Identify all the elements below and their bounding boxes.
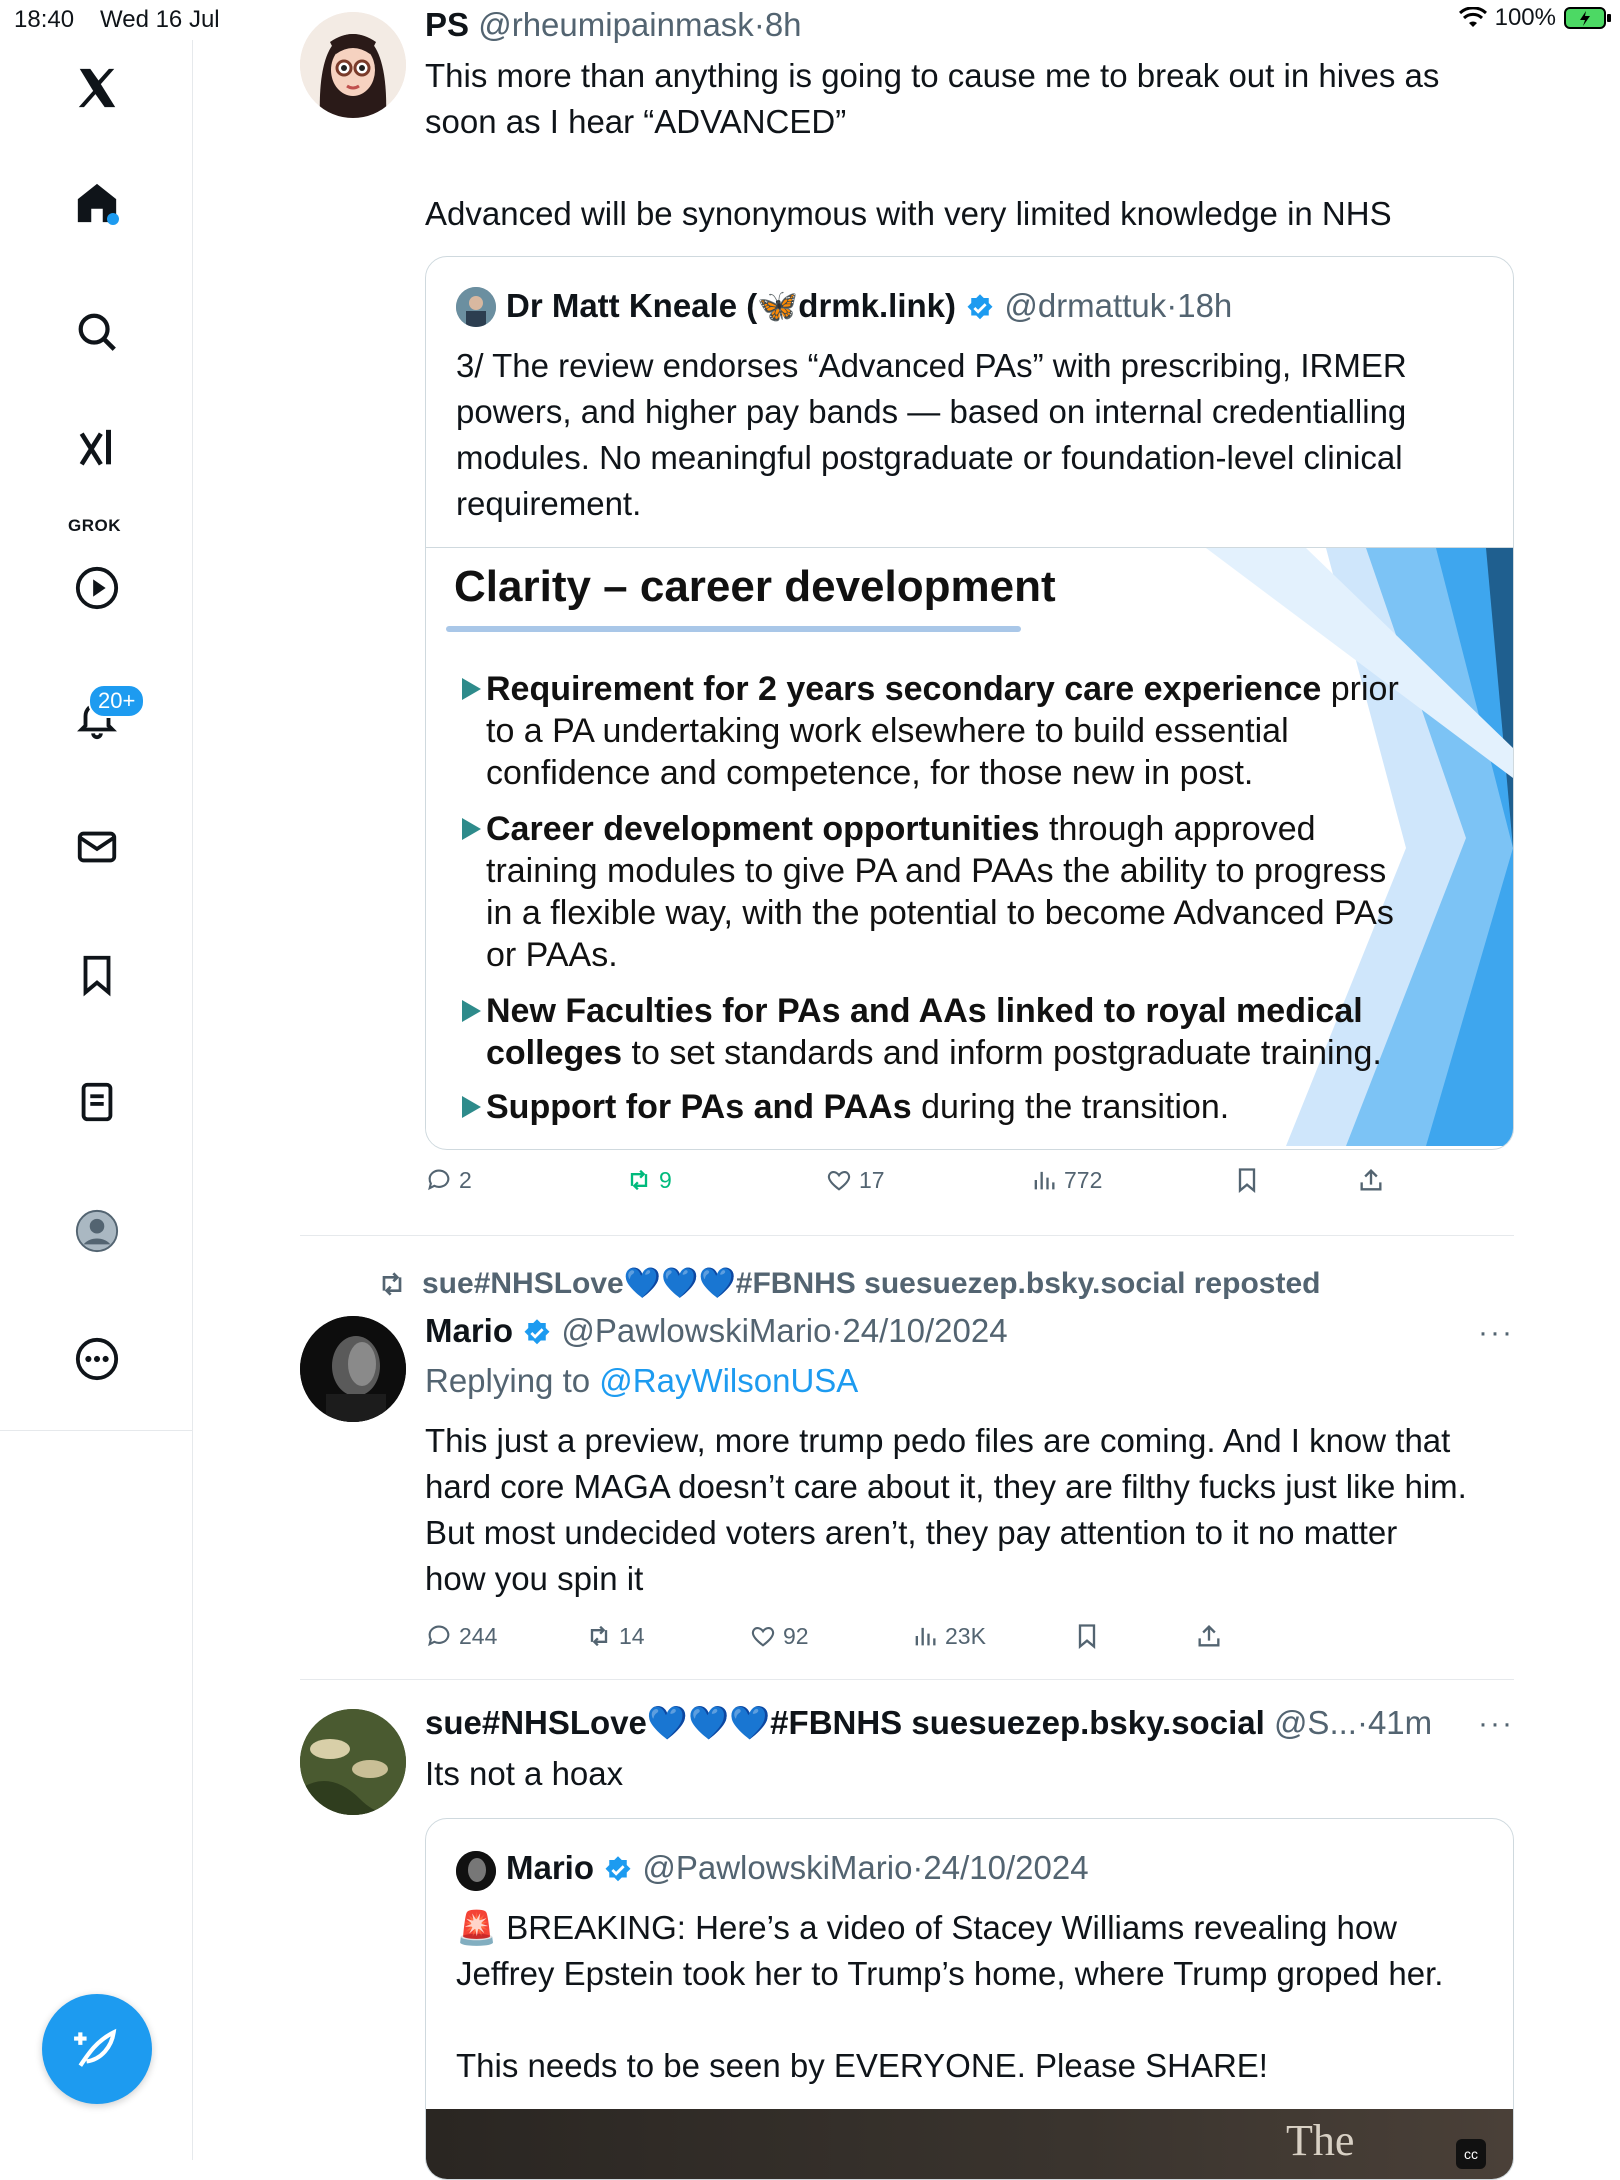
tweet3-quote-card[interactable] bbox=[425, 1818, 1514, 2180]
sidebar bbox=[0, 40, 193, 1431]
grok-icon[interactable] bbox=[71, 423, 123, 475]
reply-button[interactable] bbox=[425, 1166, 472, 1194]
quote2-sep: · bbox=[912, 1849, 924, 1886]
quote2-time: 24/10/2024 bbox=[923, 1849, 1089, 1886]
bookmark-icon[interactable] bbox=[71, 949, 123, 1001]
home-notification-dot bbox=[107, 213, 119, 225]
repost-button[interactable] bbox=[625, 1166, 672, 1194]
compose-feather-icon bbox=[72, 2024, 122, 2074]
share-button[interactable] bbox=[1357, 1166, 1385, 1194]
bookmark-icon bbox=[1233, 1166, 1261, 1194]
reply-count: 2 bbox=[459, 1166, 472, 1193]
tweet1-author-name[interactable]: PS bbox=[425, 6, 470, 43]
quote1-text-line: requirement. bbox=[456, 485, 642, 522]
slide-bullet-3 bbox=[462, 990, 1382, 1074]
slide-bullet-3-bold: New Faculties for PAs and AAs linked to royal medical bbox=[486, 992, 1363, 1030]
sidebar-divider bbox=[192, 1430, 193, 2160]
avatar-ps[interactable] bbox=[300, 12, 406, 118]
repost-icon bbox=[625, 1166, 653, 1194]
notification-badge: 20+ bbox=[88, 684, 145, 718]
share-icon bbox=[1357, 1166, 1385, 1194]
quote1-sep: · bbox=[1166, 287, 1178, 324]
slide-bullet-2-rest: through approved bbox=[1039, 810, 1316, 848]
quote1-handle: @drmattuk bbox=[1004, 287, 1167, 324]
tweet1-text-line1: This more than anything is going to cause me to break out in hives as bbox=[425, 57, 1440, 94]
like-button[interactable] bbox=[825, 1166, 885, 1194]
tweet1-text-line2: soon as I hear “ADVANCED” bbox=[425, 103, 847, 140]
reply-icon bbox=[425, 1622, 453, 1650]
quote1-text-line: 3/ The review endorses “Advanced PAs” with prescribing, IRMER bbox=[456, 347, 1407, 384]
play-icon[interactable] bbox=[71, 562, 123, 614]
share-icon bbox=[1195, 1622, 1223, 1650]
quote1-author-name: Dr Matt Kneale (🦋drmk.link) bbox=[506, 287, 956, 324]
avatar-sue[interactable] bbox=[300, 1709, 406, 1815]
tweet-divider bbox=[300, 1235, 1514, 1236]
reply-count: 244 bbox=[459, 1622, 498, 1649]
grok-label: GROK bbox=[68, 516, 121, 535]
tweet1-sep: · bbox=[753, 6, 765, 43]
slide-bullet-1-line: to a PA undertaking work elsewhere to build essential bbox=[486, 712, 1289, 750]
quote1-text-line: modules. No meaningful postgraduate or foundation-level clinical bbox=[456, 439, 1403, 476]
slide-bullet-1-line: confidence and competence, for those new in post. bbox=[486, 754, 1254, 792]
quote1-text bbox=[456, 343, 1407, 527]
compose-button[interactable] bbox=[42, 1994, 152, 2104]
bullet-arrow-icon bbox=[462, 1096, 481, 1118]
quote2-handle: @PawlowskiMario bbox=[642, 1849, 913, 1886]
captions-icon[interactable]: cc bbox=[1456, 2139, 1486, 2169]
tweet2-text-line: This just a preview, more trump pedo files are coming. And I know that bbox=[425, 1422, 1451, 1459]
replying-prefix: Replying to bbox=[425, 1362, 600, 1399]
slide-bullet-1-rest: prior bbox=[1321, 670, 1399, 708]
lists-icon[interactable] bbox=[71, 1076, 123, 1128]
quote1-text-line: powers, and higher pay bands — based on internal credentialling bbox=[456, 393, 1407, 430]
quote2-text-line: 🚨 BREAKING: Here’s a video of Stacey Williams revealing how bbox=[456, 1909, 1397, 1946]
quote2-avatar bbox=[456, 1851, 496, 1891]
tweet2-time[interactable]: 24/10/2024 bbox=[842, 1312, 1008, 1349]
slide-bullet-1 bbox=[462, 668, 1399, 794]
battery-icon bbox=[1564, 6, 1612, 30]
views-count: 23K bbox=[945, 1622, 986, 1649]
repost-button[interactable] bbox=[585, 1622, 645, 1650]
views-chart-icon bbox=[1030, 1166, 1058, 1194]
verified-badge-icon bbox=[522, 1318, 552, 1348]
slide-bullet-1-bold: Requirement for 2 years secondary care experience bbox=[486, 670, 1322, 708]
quote1-slide-image[interactable] bbox=[426, 547, 1513, 1146]
verified-badge-icon bbox=[603, 1855, 633, 1885]
tweet1-header bbox=[425, 6, 802, 44]
bookmark-icon bbox=[1073, 1622, 1101, 1650]
repost-count: 14 bbox=[619, 1622, 645, 1649]
tweet2-more-icon[interactable]: ··· bbox=[1478, 1316, 1514, 1349]
slide-bullet-2-bold: Career development opportunities bbox=[486, 810, 1040, 848]
quote2-video-preview[interactable] bbox=[426, 2109, 1513, 2179]
replying-to-link[interactable]: @RayWilsonUSA bbox=[599, 1362, 859, 1399]
bookmark-button[interactable] bbox=[1233, 1166, 1261, 1194]
quote2-author-name: Mario bbox=[506, 1849, 595, 1886]
slide-bullet-2-line: or PAAs. bbox=[486, 936, 618, 974]
bullet-arrow-icon bbox=[462, 678, 481, 700]
tweet2-text bbox=[425, 1418, 1467, 1602]
repost-icon bbox=[585, 1622, 613, 1650]
slide-title: Clarity – career development bbox=[454, 562, 1056, 611]
wifi-icon bbox=[1459, 7, 1487, 29]
quote1-header bbox=[506, 287, 1232, 326]
tweet1-handle[interactable]: @rheumipainmask bbox=[478, 6, 754, 43]
slide-bullet-2-line: in a flexible way, with the potential to become Advanced PAs bbox=[486, 894, 1394, 932]
more-options-icon[interactable] bbox=[71, 1333, 123, 1385]
bookmark-button[interactable] bbox=[1073, 1622, 1101, 1650]
views-chart-icon bbox=[911, 1622, 939, 1650]
repost-label: sue#NHSLove💙💙💙#FBNHS suesuezep.bsky.social reposted bbox=[422, 1267, 1321, 1300]
views-button[interactable] bbox=[1030, 1166, 1102, 1194]
slide-bullet-2-line: training modules to give PA and PAAs the ability to progress bbox=[486, 852, 1387, 890]
bullet-arrow-icon bbox=[462, 818, 481, 840]
tweet2-text-line: hard core MAGA doesn’t care about it, they are filthy fucks just like him. bbox=[425, 1468, 1467, 1505]
slide-title-underline bbox=[446, 626, 1021, 632]
tweet3-handle[interactable]: @S... bbox=[1273, 1704, 1357, 1741]
verified-badge-icon bbox=[965, 293, 995, 323]
slide-bullet-4-rest: during the transition. bbox=[911, 1088, 1230, 1126]
quote2-text-line: Jeffrey Epstein took her to Trump’s home, where Trump groped her. bbox=[456, 1955, 1444, 1992]
slide-bullet-4 bbox=[462, 1086, 1229, 1128]
avatar-mario[interactable] bbox=[300, 1316, 406, 1422]
like-count: 92 bbox=[783, 1622, 809, 1649]
quote2-header bbox=[506, 1849, 1089, 1887]
profile-avatar-icon[interactable] bbox=[71, 1205, 123, 1257]
repost-small-icon bbox=[376, 1268, 408, 1300]
tweet3-text: Its not a hoax bbox=[425, 1755, 624, 1792]
tweet1-text bbox=[425, 53, 1439, 237]
tweet2-sep: · bbox=[831, 1312, 843, 1349]
x-logo-icon[interactable] bbox=[71, 62, 123, 114]
quote1-avatar bbox=[456, 287, 496, 327]
mail-icon[interactable] bbox=[71, 821, 123, 873]
like-count: 17 bbox=[859, 1166, 885, 1193]
quote1-time: 18h bbox=[1177, 287, 1233, 324]
status-right bbox=[1459, 4, 1612, 32]
search-icon[interactable] bbox=[71, 306, 123, 358]
slide-bullet-2 bbox=[462, 808, 1394, 976]
tweet3-header bbox=[425, 1704, 1432, 1743]
tweet2-header bbox=[425, 1312, 1008, 1350]
tweet2-replying bbox=[425, 1362, 858, 1400]
tweet3-author-name[interactable]: sue#NHSLove💙💙💙#FBNHS suesuezep.bsky.social bbox=[425, 1704, 1265, 1741]
heart-icon bbox=[825, 1166, 853, 1194]
views-button[interactable] bbox=[911, 1622, 986, 1650]
repost-count: 9 bbox=[659, 1166, 672, 1193]
tweet2-actions bbox=[425, 1622, 1515, 1662]
reply-icon bbox=[425, 1166, 453, 1194]
status-bar bbox=[0, 0, 1620, 40]
tweet2-author-name[interactable]: Mario bbox=[425, 1312, 514, 1349]
battery-percent: 100% bbox=[1494, 4, 1556, 31]
slide-bullet-3-bold2: colleges bbox=[486, 1034, 623, 1072]
tweet1-text-line3: Advanced will be synonymous with very limited knowledge in NHS bbox=[425, 195, 1392, 232]
like-button[interactable] bbox=[749, 1622, 809, 1650]
bullet-arrow-icon bbox=[462, 1000, 481, 1022]
quote2-text-line: This needs to be seen by EVERYONE. Please SHARE! bbox=[456, 2047, 1268, 2084]
tweet2-text-line: But most undecided voters aren’t, they pay attention to it no matter bbox=[425, 1514, 1398, 1551]
tweet1-time[interactable]: 8h bbox=[764, 6, 802, 43]
repost-indicator[interactable] bbox=[376, 1266, 1320, 1301]
tweet2-text-line: how you spin it bbox=[425, 1560, 644, 1597]
reply-button[interactable] bbox=[425, 1622, 497, 1650]
tweet2-handle[interactable]: @PawlowskiMario bbox=[561, 1312, 832, 1349]
status-date: Wed 16 Jul bbox=[100, 6, 220, 33]
tweet3-sep: · bbox=[1356, 1704, 1368, 1741]
slide-bullet-4-bold: Support for PAs and PAAs bbox=[486, 1088, 912, 1126]
views-count: 772 bbox=[1064, 1166, 1103, 1193]
tweet3-time[interactable]: 41m bbox=[1367, 1704, 1433, 1741]
tweet-divider bbox=[300, 1679, 1514, 1680]
tweet3-more-icon[interactable]: ··· bbox=[1478, 1707, 1514, 1740]
slide-bullet-3-rest: to set standards and inform postgraduate training. bbox=[622, 1034, 1382, 1072]
share-button[interactable] bbox=[1195, 1622, 1223, 1650]
quote2-text bbox=[456, 1905, 1443, 2089]
heart-icon bbox=[749, 1622, 777, 1650]
tweet1-actions bbox=[425, 1166, 1515, 1206]
tweet1-quote-card[interactable] bbox=[425, 256, 1514, 1150]
status-time: 18:40 bbox=[14, 6, 75, 33]
video-brand-text: The bbox=[1286, 2116, 1355, 2165]
